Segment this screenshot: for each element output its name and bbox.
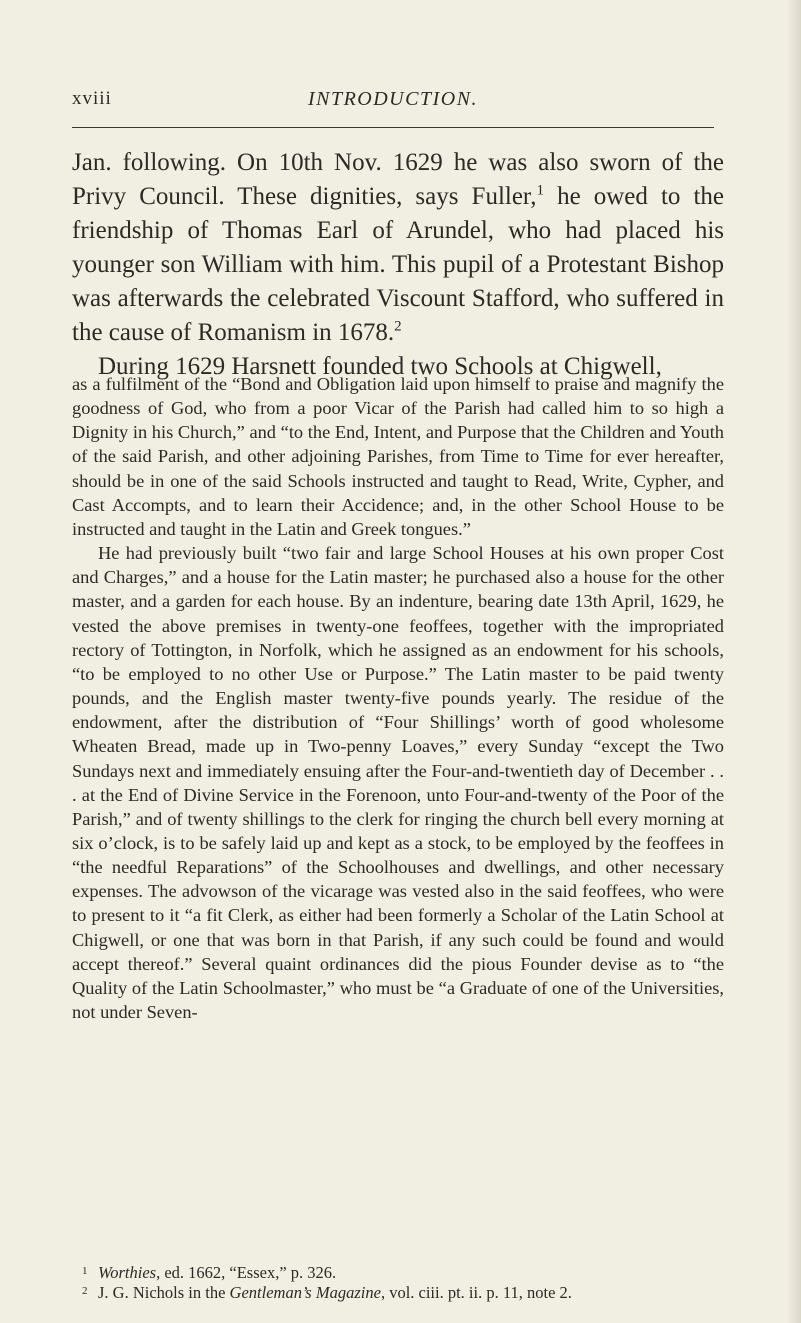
lead-paragraphs: [72, 146, 724, 384]
lead-paragraph-2: During 1629 Harsnett founded two Schools at Chigwell,: [98, 353, 662, 380]
footnote-text: , vol. ciii. pt. ii. p. 11, note 2.: [380, 1283, 572, 1302]
footnote-title: Gentleman’s Magazine: [229, 1283, 381, 1302]
lead-text-1: Jan. following. On 10th Nov. 1629 he was also sworn of the Privy Council. These dignities, says Fuller,: [72, 149, 724, 210]
footnote-prefix: J. G. Nichols in the: [98, 1283, 230, 1302]
header-rule: [72, 127, 714, 128]
page-edge-shadow: [787, 0, 801, 1323]
footnote-2: [72, 1282, 732, 1302]
footnote-ref-1: 1: [536, 182, 545, 199]
footnotes: [72, 1262, 732, 1302]
lead-paragraph: [72, 146, 724, 350]
footnote-number: 2: [82, 1285, 88, 1297]
footnote-title: Worthies: [98, 1263, 157, 1282]
body-paragraph-2: He had previously built “two fair and large School Houses at his own proper Cost and Charges,” and a house for the Latin master; he purchased also a house for the other master, and a garden for each house. By an indenture, bearing date 13th April, 1629, he vested the above premises in twenty-one feoffees, together with the impropriated rectory of Tottington, in Norfolk, which he assigned as an endowment for his schools, “to be employed to no other Use or Purpose.” The Latin master to be paid twenty pounds, and the English master twenty-five pounds yearly. The residue of the endowment, after the distribution of “Four Shillings’ worth of good wholesome Wheaten Bread, made up in Two-penny Loaves,” every Sunday “except the Two Sundays next and immediately ensuing after the Four-and-twentieth day of December . . . at the End of Divine Service in the Forenoon, unto Four-and-twenty of the Poor of the Parish,” and of twenty shillings to the clerk for ringing the church bell every morning at six o’clock, is to be safely laid up and kept as a stock, to be employed by the feoffees in “the needful Reparations” of the Schoolhouses and dwellings, and other necessary expenses. The advowson of the vicarage was vested also in the said feoffees, who were to present to it “a fit Clerk, as either had been formerly a Scholar of the Latin School at Chigwell, or one that was born in that Parish, if any such could be found and would accept thereof.” Several quaint ordinances did the pious Founder devise as to “the Quality of the Latin Schoolmaster,” who must be “a Graduate of one of the Universities, not under Seven-: [72, 543, 724, 1023]
lead-text-2: he owed to the friendship of Thomas Earl of Arundel, who had placed his younger son William with him. This pupil of a Protestant Bishop was afterwards the celebrated Viscount Stafford, who suffered in the cause of Romanism in 1678.: [72, 183, 724, 346]
footnote-text: , ed. 1662, “Essex,” p. 326.: [156, 1263, 337, 1282]
footnote-1: [72, 1262, 732, 1282]
body-paragraph-1: as a fulfilment of the “Bond and Obligation laid upon himself to praise and magnify the goodness of God, who from a poor Vicar of the Parish had called him to so high a Dignity in his Church,” and “to the End, Intent, and Purpose that the Children and Youth of the said Parish, and other adjoining Parishes, from Time to Time for ever hereafter, should be in one of the said Schools instructed and taught to Read, Write, Cypher, and Cast Accompts, and to learn their Accidence; and, in the other School House to be instructed and taught in the Latin and Greek tongues.”: [72, 374, 724, 539]
body-text: [72, 372, 724, 1024]
footnote-ref-2: 2: [394, 318, 402, 335]
page-header: [72, 88, 714, 114]
running-head: INTRODUCTION.: [307, 88, 479, 110]
footnote-number: 1: [82, 1265, 88, 1277]
page-number: xviii: [72, 88, 112, 109]
